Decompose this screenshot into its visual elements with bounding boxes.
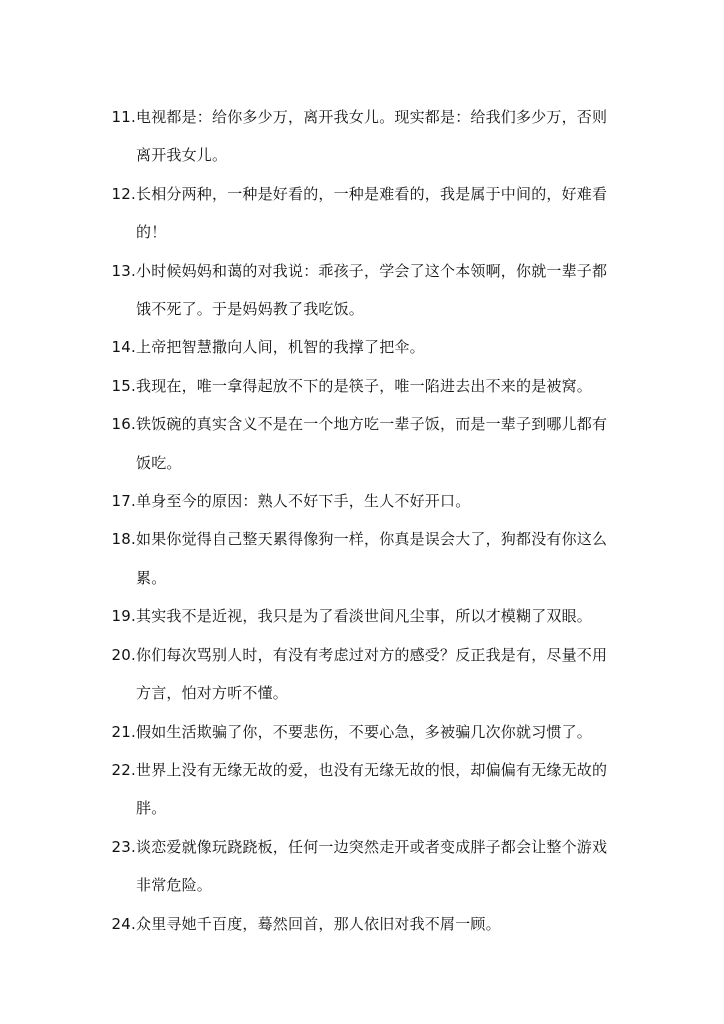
list-item — [100, 252, 620, 329]
list-item — [100, 597, 620, 635]
item-number: 22. — [111, 760, 136, 779]
item-text: 小时候妈妈和蔼的对我说：乖孩子，学会了这个本领啊，你就一辈子都饿不死了。于是妈妈教了我吃饭。 — [136, 261, 608, 319]
item-text: 单身至今的原因：熟人不好下手，生人不好开口。 — [136, 492, 471, 511]
list-item — [100, 175, 620, 252]
item-number: 17. — [111, 492, 136, 511]
item-text: 如果你觉得自己整天累得像狗一样，你真是误会大了，狗都没有你这么累。 — [136, 530, 608, 587]
item-number: 18. — [111, 530, 136, 549]
item-text: 世界上没有无缘无故的爱，也没有无缘无故的恨，却偏偏有无缘无故的胖。 — [136, 760, 608, 818]
joke-list — [100, 98, 620, 943]
list-item — [100, 828, 620, 905]
item-number: 12. — [111, 184, 136, 203]
item-number: 23. — [111, 837, 136, 856]
item-text: 谈恋爱就像玩跷跷板，任何一边突然走开或者变成胖子都会让整个游戏非常危险。 — [136, 837, 608, 895]
item-text: 电视都是：给你多少万，离开我女儿。现实都是：给我们多少万，否则离开我女儿。 — [136, 108, 608, 165]
item-number: 24. — [111, 914, 136, 933]
list-item — [100, 98, 620, 175]
item-number: 19. — [111, 607, 136, 626]
list-item — [100, 328, 620, 366]
item-text: 铁饭碗的真实含义不是在一个地方吃一辈子饭，而是一辈子到哪儿都有饭吃。 — [136, 415, 608, 472]
list-item — [100, 367, 620, 405]
item-number: 16. — [111, 415, 136, 434]
list-item — [100, 905, 620, 943]
item-number: 15. — [111, 376, 136, 395]
item-number: 14. — [111, 338, 136, 357]
list-item — [100, 405, 620, 482]
item-number: 13. — [111, 261, 136, 280]
list-item — [100, 751, 620, 828]
list-item — [100, 636, 620, 713]
item-text: 假如生活欺骗了你，不要悲伤，不要心急，多被骗几次你就习惯了。 — [136, 722, 593, 741]
item-text: 你们每次骂别人时，有没有考虑过对方的感受？反正我是有，尽量不用方言，怕对方听不懂。 — [136, 645, 608, 703]
item-text: 众里寻她千百度，蓦然回首，那人依旧对我不屑一顾。 — [136, 914, 501, 933]
list-item — [100, 482, 620, 520]
item-text: 上帝把智慧撒向人间，机智的我撑了把伞。 — [136, 338, 425, 357]
item-text: 长相分两种，一种是好看的，一种是难看的，我是属于中间的，好难看的！ — [136, 184, 608, 242]
item-text: 我现在，唯一拿得起放不下的是筷子，唯一陷进去出不来的是被窝。 — [136, 376, 593, 395]
item-number: 21. — [111, 722, 136, 741]
item-number: 11. — [111, 108, 136, 126]
item-number: 20. — [111, 645, 136, 664]
item-text: 其实我不是近视，我只是为了看淡世间凡尘事，所以才模糊了双眼。 — [136, 607, 593, 626]
list-item — [100, 520, 620, 597]
list-item — [100, 713, 620, 751]
